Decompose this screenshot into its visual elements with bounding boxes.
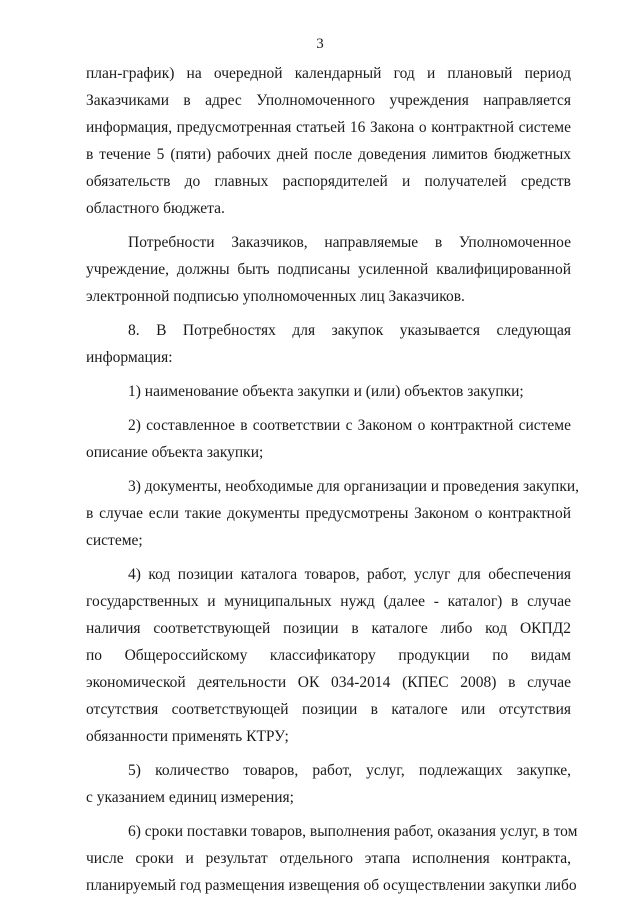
text-line: электронной подписью уполномоченных лиц Заказчиков. [86,288,465,305]
text-line: числе сроки и результат отдельного этапа исполнения контракта, [86,850,571,867]
text-line: информация: [86,349,173,366]
text-line: областного бюджета. [86,200,225,217]
text-line: обязанности применять КТРУ; [86,728,289,745]
text-line: государственных и муниципальных нужд (далее - каталог) в случае [86,593,571,610]
paragraph-subitem-3 [86,473,580,554]
paragraph-requirements-signature [86,229,571,310]
text-line: экономической деятельности ОК 034-2014 (КПЕС 2008) в случае [86,674,571,691]
page-number: 3 [316,36,324,52]
paragraph-subitem-1 [86,378,571,405]
text-line: отсутствия соответствующей позиции в каталоге или отсутствия [86,701,571,718]
text-line: наличия соответствующей позиции в каталоге либо код ОКПД2 [86,620,571,637]
text-line: описание объекта закупки; [86,444,264,461]
text-line: учреждение, должны быть подписаны усиленной квалифицированной [86,261,571,278]
paragraph-subitem-4 [86,561,571,750]
text-line: информация, предусмотренная статьей 16 Закона о контрактной системе [86,119,571,136]
text-line: 5) количество товаров, работ, услуг, подлежащих закупке, [128,762,571,779]
text-line: системе; [86,532,143,549]
text-line: план-график) на очередной календарный год и плановый период [86,65,571,82]
text-line: в течение 5 (пяти) рабочих дней после доведения лимитов бюджетных [86,146,571,163]
text-line: Заказчиками в адрес Уполномоченного учреждения направляется [86,92,571,109]
text-line: 8. В Потребностях для закупок указывается следующая [128,322,571,339]
paragraph-subitem-5 [86,757,571,811]
text-line: Потребности Заказчиков, направляемые в Уполномоченное [128,234,571,251]
paragraph-subitem-6 [86,818,578,899]
text-line: 3) документы, необходимые для организации и проведения закупки, [128,478,580,495]
document-body [86,60,580,899]
text-line: с указанием единиц измерения; [86,789,294,806]
paragraph-continuation [86,60,571,222]
text-line: 6) сроки поставки товаров, выполнения работ, оказания услуг, в том [128,823,578,840]
text-line: 2) составленное в соответствии с Законом о контрактной системе [128,417,571,434]
text-line: 4) код позиции каталога товаров, работ, услуг для обеспечения [128,566,571,583]
text-line: по Общероссийскому классификатору продукции по видам [86,647,571,664]
paragraph-item-8 [86,317,571,371]
text-line: 1) наименование объекта закупки и (или) объектов закупки; [128,383,524,400]
text-line: планируемый год размещения извещения об осуществлении закупки либо [86,877,577,894]
text-line: в случае если такие документы предусмотрены Законом о контрактной [86,505,571,522]
text-line: обязательств до главных распорядителей и получателей средств [86,173,571,190]
paragraph-subitem-2 [86,412,571,466]
